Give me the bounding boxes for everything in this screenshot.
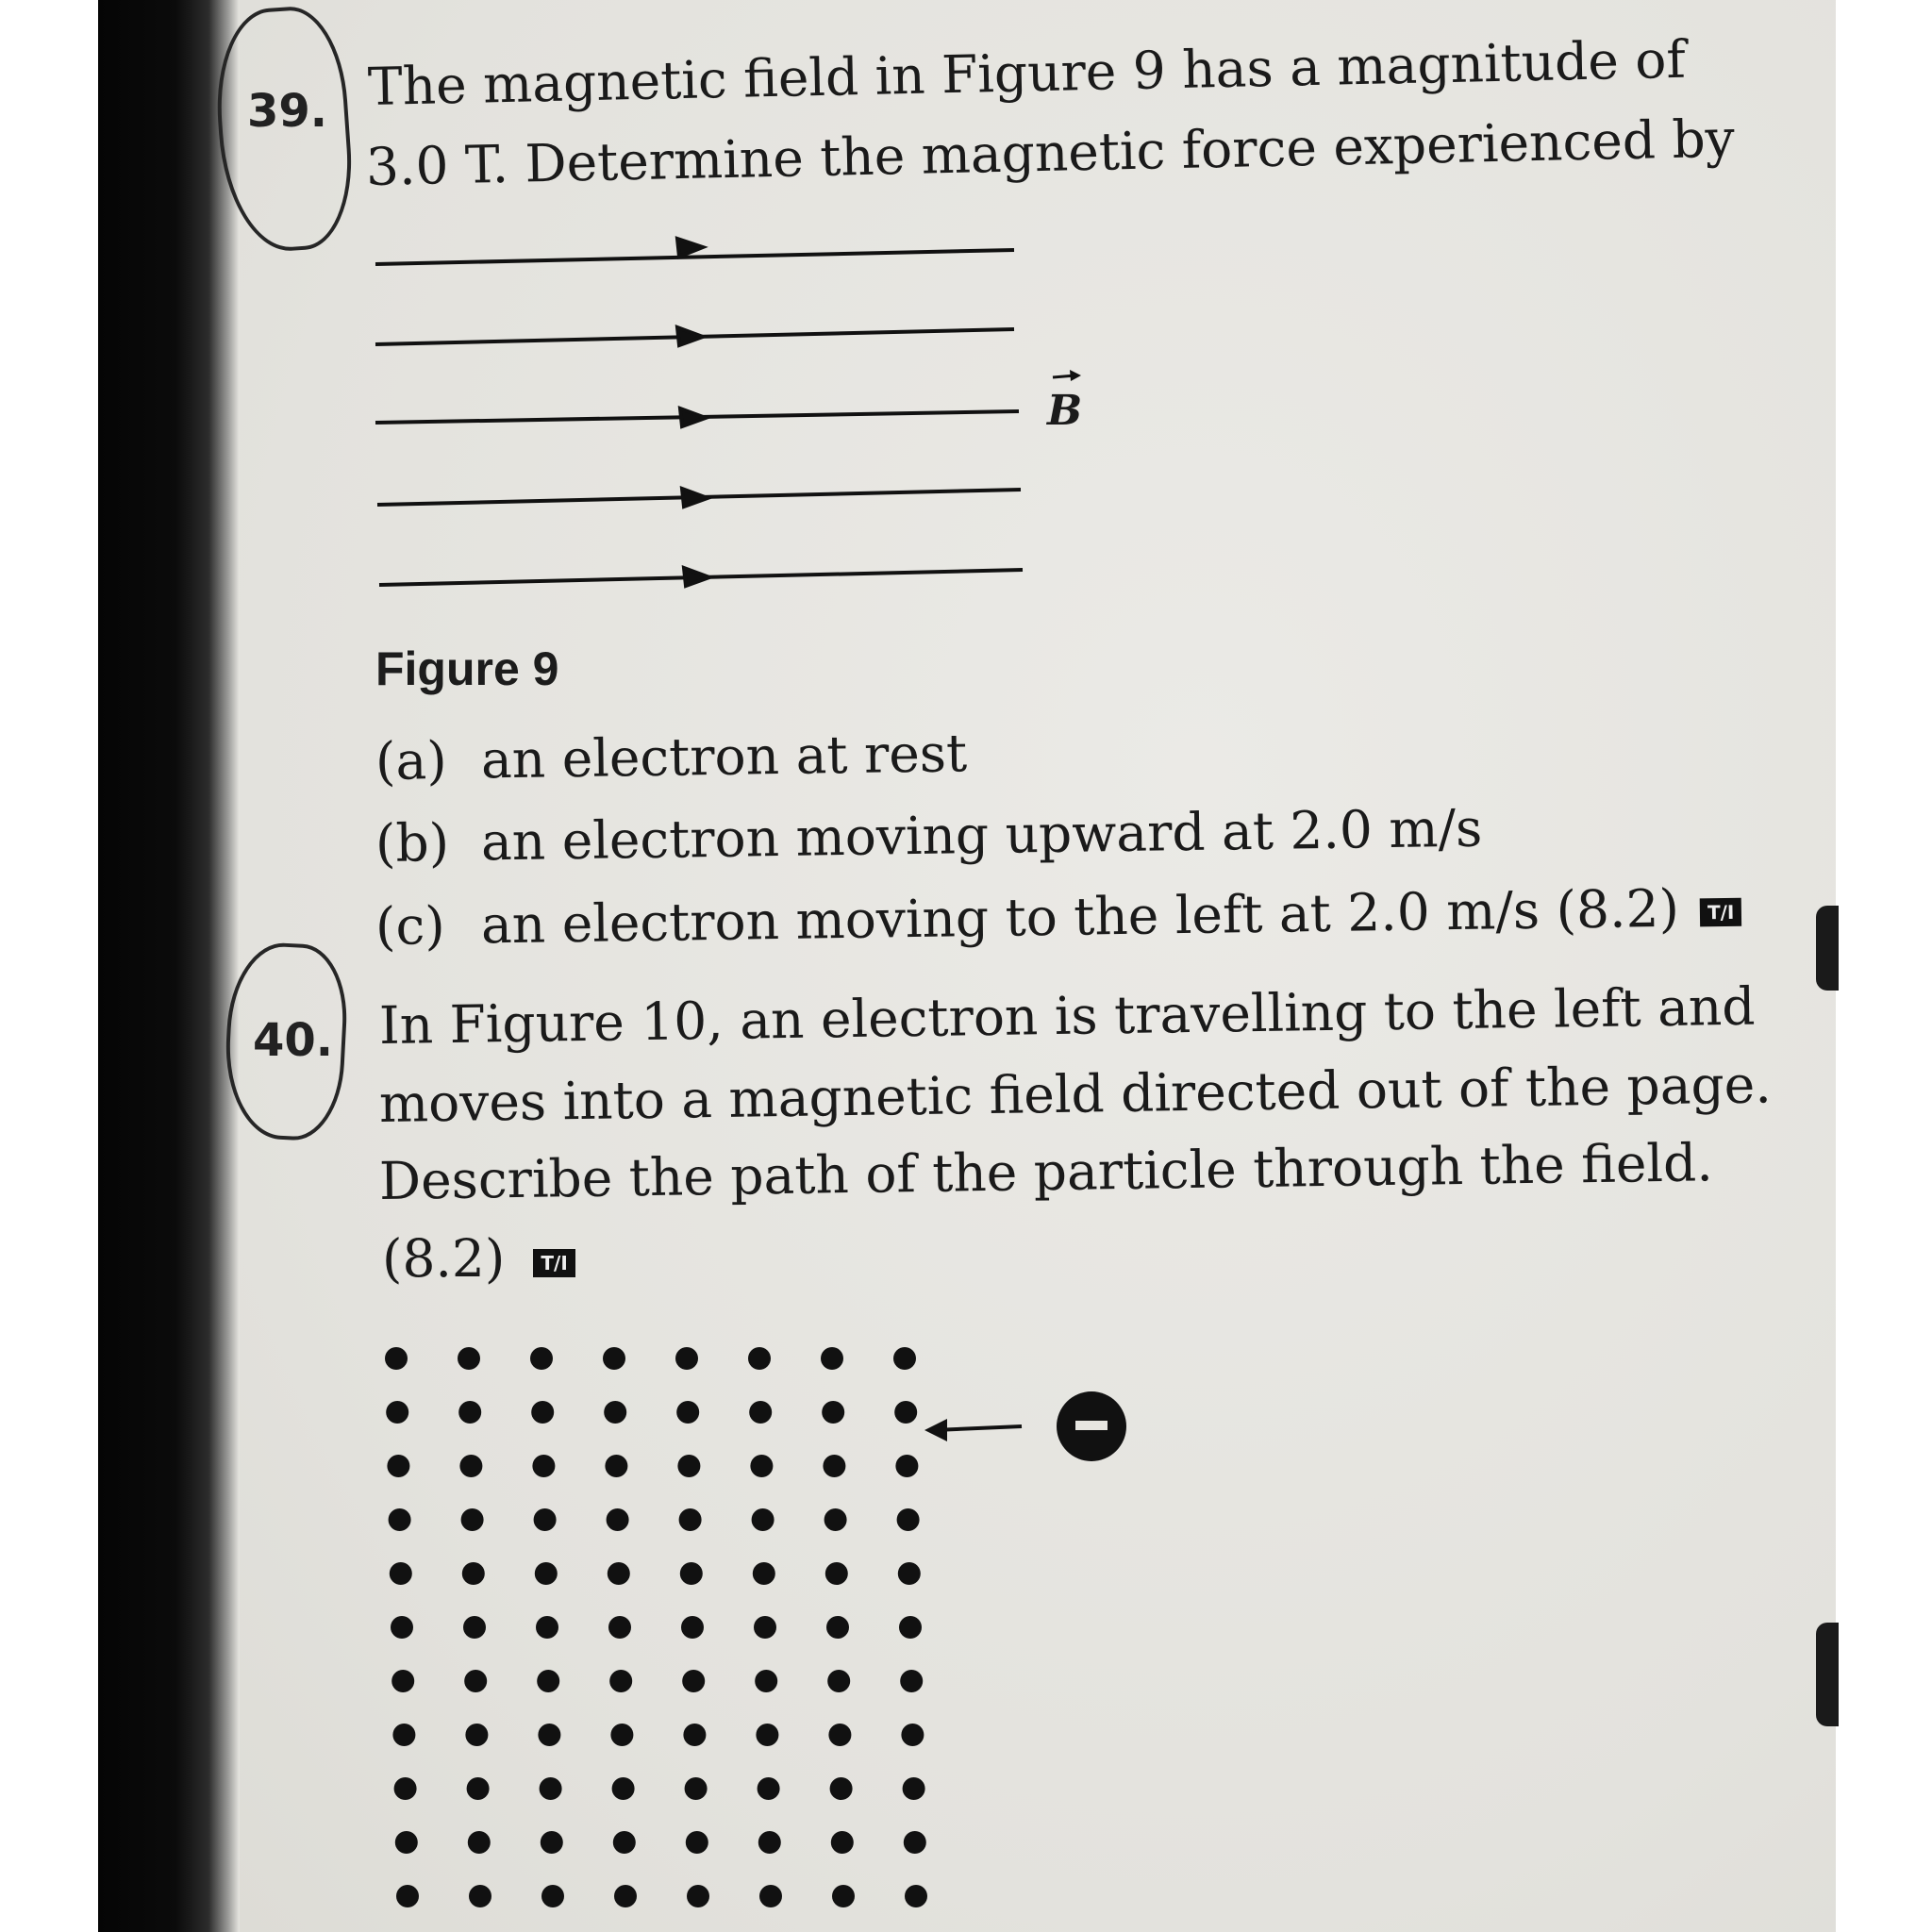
question-39-line-1: The magnetic field in Figure 9 has a magnitude of [367, 28, 1687, 117]
question-39-number: 39. [247, 85, 328, 138]
question-40-text-line-4 [382, 1219, 575, 1299]
book-binding-shadow [98, 0, 240, 1932]
photo-border-left [0, 0, 98, 1932]
part-text: an electron moving upward at 2.0 m/s [480, 797, 1483, 873]
thinking-investigation-badge: T/I [533, 1249, 575, 1277]
magnetic-field-label: B [1047, 387, 1083, 435]
question-40-line-3: Describe the path of the particle through the field. [378, 1132, 1714, 1211]
question-39-part-a [375, 723, 968, 791]
part-label: (b) [375, 811, 450, 874]
part-label: (a) [375, 729, 448, 791]
page-edge-shadow [1816, 906, 1839, 991]
thinking-investigation-badge: T/I [1700, 898, 1742, 927]
page-edge-shadow [1816, 1623, 1839, 1726]
question-40-line-2: moves into a magnetic field directed out of the page. [378, 1054, 1773, 1134]
photo-border-right [1836, 0, 1932, 1932]
part-text: an electron at rest [480, 723, 968, 791]
part-text: an electron moving to the left at 2.0 m/s (8.2) [480, 877, 1680, 956]
question-40-number: 40. [253, 1014, 334, 1067]
part-label: (c) [375, 894, 446, 957]
question-40-line-4: (8.2) [382, 1228, 506, 1289]
question-40-line-1: In Figure 10, an electron is travelling to the left and [378, 975, 1756, 1056]
question-39-line-2: 3.0 T. Determine the magnetic force experienced by [365, 108, 1736, 197]
textbook-page [240, 0, 1836, 1932]
figure-9-caption: Figure 9 [375, 642, 559, 695]
